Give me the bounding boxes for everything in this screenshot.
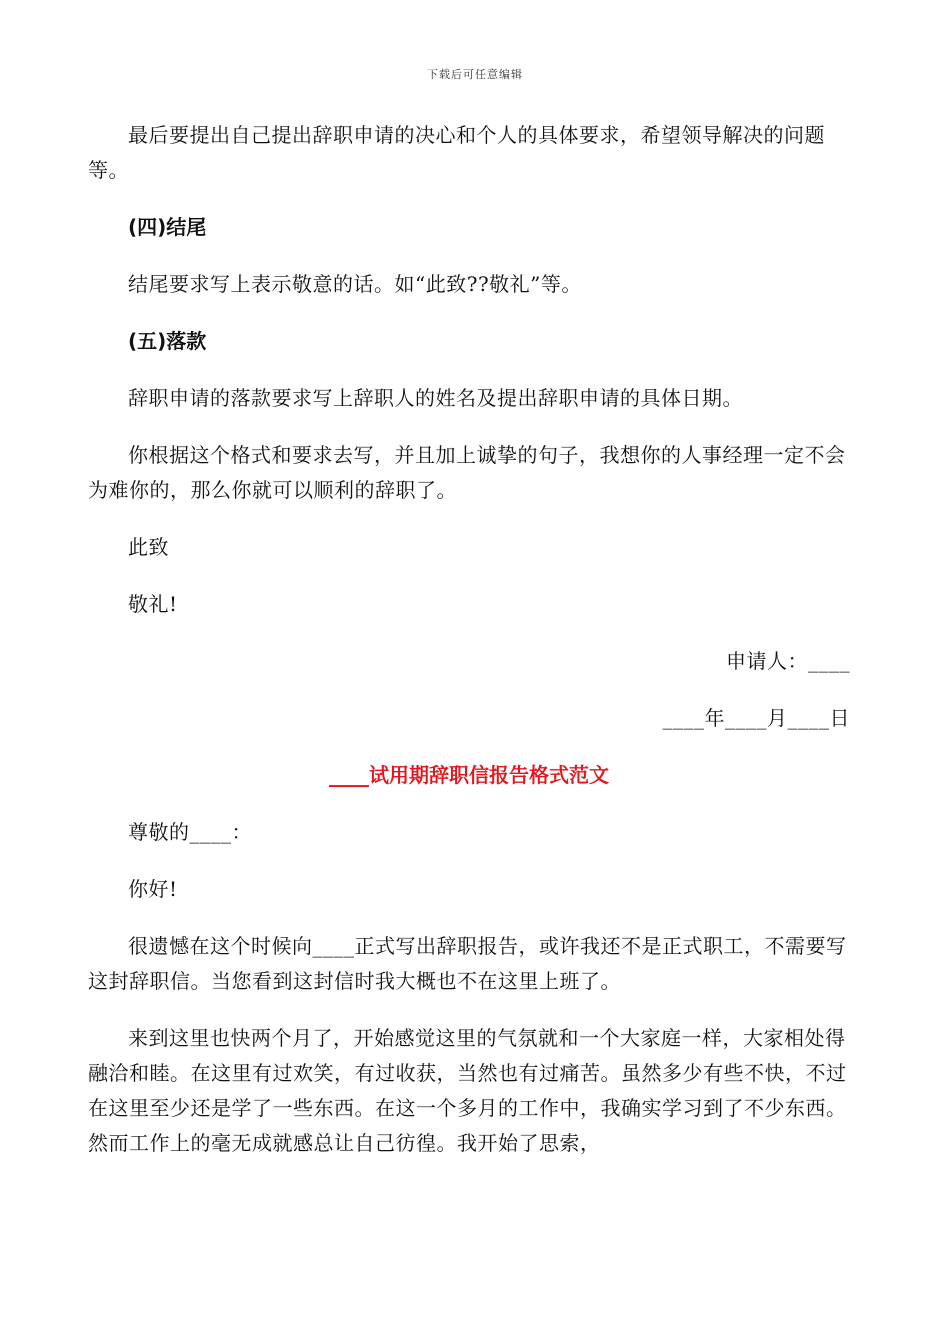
section-heading-ending: (四)结尾 [128,215,207,239]
closing-line-2: 敬礼! [128,592,178,616]
paragraph-advice: 你根据这个格式和要求去写，并且加上诚挚的句子，我想你的人事经理一定不会为难你的，那么你就可以顺利的辞职了。 [88,443,846,502]
date-line: ____年____月____日 [662,706,850,730]
document-body [88,118,850,1161]
paragraph-signature: 辞职申请的落款要求写上辞职人的姓名及提出辞职申请的具体日期。 [128,386,743,410]
sample-paragraph-2: 来到这里也快两个月了，开始感觉这里的气氛就和一个大家庭一样，大家相处得融洽和睦。在这里有过欢笑，有过收获，当然也有过痛苦。虽然多少有些不快，不过在这里至少还是学了一些东西。在这一个多月的工作中，我确实学习到了不少东西。然而工作上的毫无成就感总让自己彷徨。我开始了思索， [88,1026,847,1155]
sample-paragraph-1: 很遗憾在这个时候向____正式写出辞职报告，或许我还不是正式职工，不需要写这封辞职信。当您看到这封信时我大概也不在这里上班了。 [88,934,847,993]
section-heading-signature: (五)落款 [128,329,207,353]
sample-title: ____试用期辞职信报告格式范文 [329,763,609,787]
applicant-line: 申请人：____ [726,649,850,673]
paragraph-requirements: 最后要提出自己提出辞职申请的决心和个人的具体要求，希望领导解决的问题等。 [88,123,825,182]
sample-salutation: 尊敬的____： [128,820,252,844]
page-header-note: 下载后可任意编辑 [427,68,523,81]
closing-line-1: 此致 [128,535,169,559]
sample-greeting: 你好! [128,877,178,901]
paragraph-ending: 结尾要求写上表示敬意的话。如“此致??敬礼”等。 [128,272,582,296]
